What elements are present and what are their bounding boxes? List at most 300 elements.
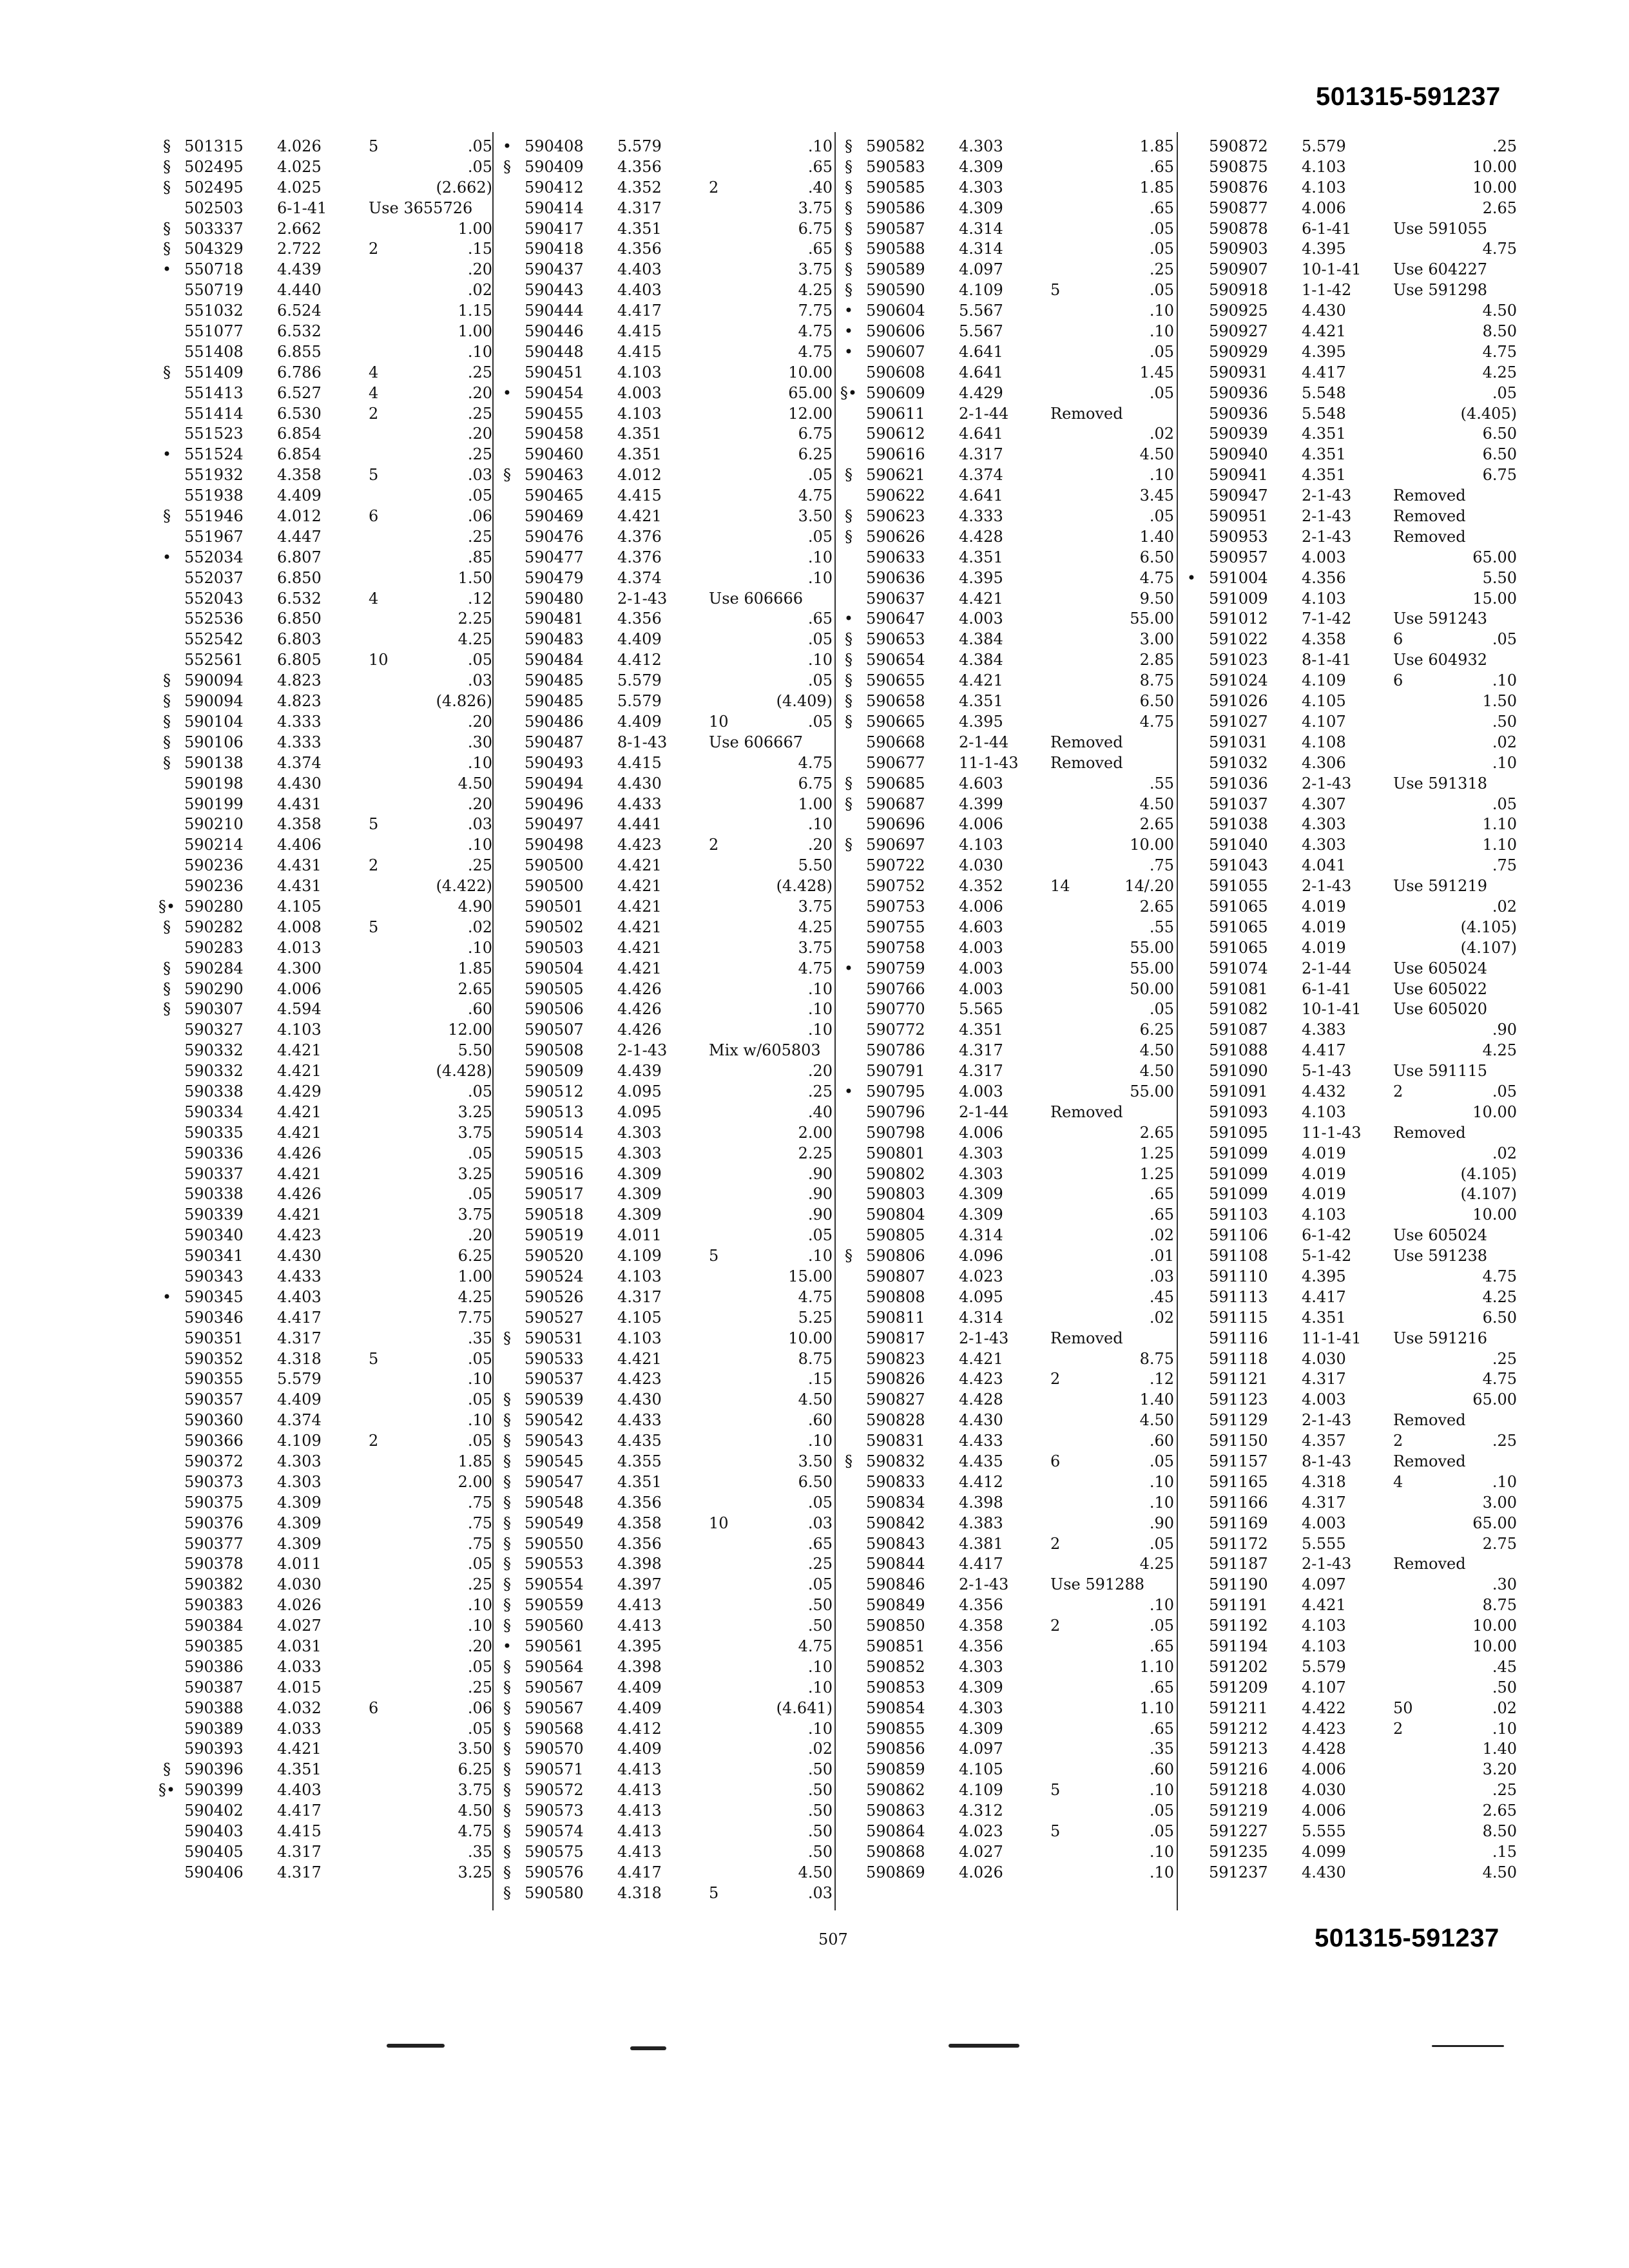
table-row	[157, 1061, 492, 1082]
table-row	[157, 1390, 492, 1410]
quantity-or-note: Removed	[1393, 1452, 1466, 1470]
part-number: 590560	[525, 1617, 584, 1635]
drawing-ref: 4.351	[617, 425, 662, 443]
part-number: 550718	[184, 260, 244, 279]
price: .65	[807, 610, 833, 628]
price: 1.85	[1139, 137, 1174, 155]
price: 6.50	[1482, 445, 1517, 464]
part-number: 590925	[1209, 302, 1268, 320]
table-row	[1182, 548, 1517, 568]
drawing-ref: 4.109	[1302, 671, 1346, 690]
part-number: 590611	[866, 404, 925, 423]
part-number: 590506	[525, 1000, 584, 1019]
price: .12	[467, 589, 492, 608]
row-marker: •	[843, 610, 854, 628]
quantity-or-note: Use 591298	[1393, 281, 1487, 300]
price: 3.75	[458, 1206, 492, 1224]
price: 4.25	[1482, 363, 1517, 381]
price: .20	[467, 794, 492, 813]
table-row	[157, 938, 492, 959]
table-row	[157, 1184, 492, 1205]
part-number: 590399	[184, 1781, 244, 1800]
price: .05	[807, 1226, 833, 1245]
table-row	[839, 1534, 1174, 1555]
price: .02	[1492, 897, 1517, 916]
drawing-ref: 4.303	[617, 1123, 662, 1142]
table-row	[839, 1678, 1174, 1698]
part-number: 551413	[184, 383, 244, 402]
table-row	[839, 1514, 1174, 1534]
table-row	[497, 1842, 833, 1863]
table-row	[1182, 1082, 1517, 1102]
part-number: 590378	[184, 1555, 244, 1573]
table-row	[157, 1102, 492, 1123]
table-row	[1182, 1657, 1517, 1678]
part-number: 591095	[1209, 1123, 1268, 1142]
price: (4.105)	[1460, 1164, 1517, 1183]
part-number: 590947	[1209, 486, 1268, 505]
price: .10	[807, 137, 833, 155]
price: .45	[1149, 1287, 1174, 1306]
price: .25	[467, 856, 492, 875]
price: (4.107)	[1460, 938, 1517, 957]
row-marker: §	[163, 157, 171, 176]
part-number: 590855	[866, 1719, 925, 1738]
price: 6.75	[798, 774, 833, 793]
part-number: 590833	[866, 1472, 925, 1491]
price: 4.50	[1139, 1411, 1174, 1430]
part-number: 551414	[184, 404, 244, 423]
drawing-ref: 4.423	[617, 1370, 662, 1389]
part-number: 590806	[866, 1247, 925, 1265]
price: .65	[1149, 1206, 1174, 1224]
quantity-or-note: 2	[709, 178, 719, 197]
part-number: 591037	[1209, 794, 1268, 813]
table-row	[157, 1657, 492, 1678]
part-number: 591169	[1209, 1514, 1268, 1532]
row-marker: §	[845, 219, 853, 238]
column-divider	[834, 132, 836, 1910]
drawing-ref: 4.300	[277, 959, 322, 977]
price: .05	[467, 1185, 492, 1204]
part-number: 590405	[184, 1842, 244, 1861]
row-marker: §	[845, 198, 853, 217]
price: .90	[1149, 1514, 1174, 1532]
drawing-ref: 4.105	[277, 897, 322, 916]
table-row	[839, 835, 1174, 856]
quantity-or-note: 5	[369, 466, 379, 485]
part-number: 590507	[525, 1021, 584, 1039]
drawing-ref: 4.317	[1302, 1370, 1346, 1389]
part-number: 590877	[1209, 198, 1268, 217]
price: 4.50	[458, 774, 492, 793]
part-number: 590574	[525, 1822, 584, 1841]
table-row	[497, 137, 833, 157]
table-row	[1182, 1431, 1517, 1452]
row-marker: •	[843, 302, 854, 320]
price: (4.409)	[776, 692, 833, 711]
row-marker: §	[503, 1760, 511, 1779]
part-number: 590808	[866, 1287, 925, 1306]
table-row	[157, 198, 492, 219]
part-number: 590554	[525, 1575, 584, 1594]
drawing-ref: 4.317	[959, 1041, 1003, 1060]
price: 1.85	[458, 1452, 492, 1470]
drawing-ref: 4.433	[277, 1267, 322, 1285]
price: 2.65	[1482, 1802, 1517, 1820]
price: .10	[1492, 1719, 1517, 1738]
drawing-ref: 4.099	[1302, 1842, 1346, 1861]
price: .65	[1149, 157, 1174, 176]
table-row	[497, 1534, 833, 1555]
table-row	[1182, 198, 1517, 219]
price: .05	[1149, 1802, 1174, 1820]
drawing-ref: 4.030	[277, 1575, 322, 1594]
price: 2.00	[798, 1123, 833, 1142]
part-number: 591211	[1209, 1698, 1268, 1717]
table-row	[157, 814, 492, 835]
table-row	[1182, 506, 1517, 527]
price: .05	[467, 1349, 492, 1368]
table-row	[839, 1082, 1174, 1102]
price: .25	[1492, 1781, 1517, 1800]
drawing-ref: 4.309	[959, 1719, 1003, 1738]
price: 1.00	[798, 794, 833, 813]
part-number: 590759	[866, 959, 925, 977]
table-row	[1182, 629, 1517, 650]
price: 2.00	[458, 1472, 492, 1491]
table-row	[839, 486, 1174, 506]
table-row	[497, 1678, 833, 1698]
price: .10	[1149, 1472, 1174, 1491]
table-row	[839, 671, 1174, 691]
price: 55.00	[1130, 959, 1174, 977]
table-row	[497, 219, 833, 240]
row-marker: §	[503, 1678, 511, 1696]
drawing-ref: 4.103	[1302, 1617, 1346, 1635]
drawing-ref: 4.358	[277, 466, 322, 485]
quantity-or-note: 2	[1393, 1082, 1403, 1100]
table-row	[497, 1246, 833, 1267]
price: .50	[807, 1802, 833, 1820]
price: 1.50	[1482, 692, 1517, 711]
price: 6.75	[798, 219, 833, 238]
quantity-or-note: 2	[709, 836, 719, 854]
drawing-ref: 2-1-43	[617, 589, 668, 608]
table-row	[1182, 794, 1517, 815]
table-row	[497, 280, 833, 301]
quantity-or-note: 5	[369, 1349, 379, 1368]
table-row	[157, 548, 492, 568]
drawing-ref: 4.426	[617, 979, 662, 998]
drawing-ref: 4.103	[617, 1267, 662, 1285]
part-number: 503337	[184, 219, 244, 238]
table-row	[839, 1616, 1174, 1637]
table-row	[157, 1637, 492, 1657]
price: 8.75	[798, 1349, 833, 1368]
part-number: 590696	[866, 815, 925, 834]
part-number: 590335	[184, 1123, 244, 1142]
table-row	[839, 999, 1174, 1020]
part-number: 590647	[866, 610, 925, 628]
table-row	[839, 1719, 1174, 1740]
drawing-ref: 4.421	[617, 918, 662, 936]
table-row	[497, 671, 833, 691]
table-row	[497, 1287, 833, 1308]
part-number: 591219	[1209, 1802, 1268, 1820]
table-row	[497, 1102, 833, 1123]
drawing-ref: 4.025	[277, 157, 322, 176]
price: 1.25	[1139, 1144, 1174, 1162]
row-marker: §•	[158, 897, 176, 916]
part-number: 590469	[525, 507, 584, 526]
drawing-ref: 4.103	[1302, 1637, 1346, 1656]
drawing-ref: 4.409	[617, 1740, 662, 1758]
price: 4.25	[458, 630, 492, 649]
table-row	[497, 999, 833, 1020]
part-number: 591082	[1209, 1000, 1268, 1019]
table-row	[1182, 568, 1517, 589]
row-marker: •	[162, 1287, 172, 1306]
part-number: 590612	[866, 425, 925, 443]
part-number: 590307	[184, 1000, 244, 1019]
page-number: 507	[818, 1930, 848, 1948]
price: 2.25	[798, 1144, 833, 1162]
price: .50	[807, 1842, 833, 1861]
row-marker: §	[845, 137, 853, 155]
price: .02	[1149, 1308, 1174, 1327]
part-number: 551967	[184, 527, 244, 546]
row-marker: §	[163, 178, 171, 197]
part-number: 590826	[866, 1370, 925, 1389]
drawing-ref: 4.012	[617, 466, 662, 485]
price: .10	[807, 1432, 833, 1450]
drawing-ref: 4.309	[959, 198, 1003, 217]
price: 2.85	[1139, 651, 1174, 669]
part-number: 502495	[184, 157, 244, 176]
part-number: 590373	[184, 1472, 244, 1491]
drawing-ref: 4.041	[1302, 856, 1346, 875]
drawing-ref: 4.431	[277, 794, 322, 813]
part-number: 590668	[866, 733, 925, 751]
part-number: 590481	[525, 610, 584, 628]
row-marker: •	[843, 1082, 854, 1100]
table-row	[1182, 1205, 1517, 1225]
row-marker: §	[845, 281, 853, 300]
price: .10	[807, 1657, 833, 1676]
price: 1.45	[1139, 363, 1174, 381]
price: .25	[1149, 260, 1174, 279]
part-number: 591194	[1209, 1637, 1268, 1656]
drawing-ref: 4.103	[1302, 1102, 1346, 1121]
drawing-ref: 4.356	[617, 1534, 662, 1553]
table-row	[839, 589, 1174, 610]
part-number: 591110	[1209, 1267, 1268, 1285]
part-number: 590568	[525, 1719, 584, 1738]
part-number: 591024	[1209, 671, 1268, 690]
price: .05	[1492, 1082, 1517, 1100]
part-number: 590843	[866, 1534, 925, 1553]
drawing-ref: 4.303	[959, 1144, 1003, 1162]
drawing-ref: 4.413	[617, 1760, 662, 1779]
row-marker: §	[163, 671, 171, 690]
part-number: 590918	[1209, 281, 1268, 300]
drawing-ref: 4.435	[617, 1432, 662, 1450]
price: 50.00	[1130, 979, 1174, 998]
table-row	[157, 691, 492, 712]
part-number: 590389	[184, 1719, 244, 1738]
price: 4.75	[798, 753, 833, 772]
quantity-or-note: 10	[709, 712, 729, 731]
drawing-ref: 11-1-43	[959, 753, 1019, 772]
drawing-ref: 4.095	[959, 1287, 1003, 1306]
part-number: 502503	[184, 198, 244, 217]
drawing-ref: 4.096	[959, 1247, 1003, 1265]
drawing-ref: 4.309	[959, 157, 1003, 176]
drawing-ref: 4.423	[277, 1226, 322, 1245]
part-number: 590494	[525, 774, 584, 793]
part-number: 590346	[184, 1308, 244, 1327]
drawing-ref: 6-1-41	[277, 198, 327, 217]
part-number: 591115	[1209, 1308, 1268, 1327]
price: .05	[1149, 1617, 1174, 1635]
price: .10	[467, 1370, 492, 1389]
quantity-or-note: Use 604932	[1393, 651, 1487, 669]
drawing-ref: 4.003	[959, 979, 1003, 998]
drawing-ref: 4.603	[959, 918, 1003, 936]
table-row	[1182, 712, 1517, 733]
drawing-ref: 4.421	[277, 1206, 322, 1224]
drawing-ref: 4.103	[1302, 157, 1346, 176]
price: .10	[807, 1021, 833, 1039]
drawing-ref: 4.358	[1302, 630, 1346, 649]
price: .10	[807, 548, 833, 566]
row-marker: §	[503, 1883, 511, 1902]
table-row	[157, 1595, 492, 1616]
price: 8.75	[1139, 671, 1174, 690]
price: 6.25	[798, 445, 833, 464]
row-marker: §	[503, 1534, 511, 1553]
table-row	[839, 1308, 1174, 1329]
drawing-ref: 11-1-43	[1302, 1123, 1362, 1142]
table-row	[839, 548, 1174, 568]
quantity-or-note: 2	[369, 1432, 379, 1450]
price: 12.00	[448, 1021, 492, 1039]
table-row	[157, 1144, 492, 1164]
table-row	[157, 137, 492, 157]
price: .90	[807, 1206, 833, 1224]
table-row	[839, 301, 1174, 322]
price: 1.00	[458, 1267, 492, 1285]
drawing-ref: 4.317	[277, 1329, 322, 1347]
drawing-ref: 4.351	[959, 1021, 1003, 1039]
table-row	[1182, 814, 1517, 835]
drawing-ref: 4.351	[959, 692, 1003, 711]
drawing-ref: 4.027	[277, 1617, 322, 1635]
drawing-ref: 4.303	[1302, 836, 1346, 854]
drawing-ref: 4.430	[617, 1390, 662, 1409]
drawing-ref: 4.421	[959, 589, 1003, 608]
price: 6.50	[1482, 425, 1517, 443]
part-number: 591108	[1209, 1247, 1268, 1265]
price: .50	[807, 1617, 833, 1635]
part-number: 590850	[866, 1617, 925, 1635]
part-number: 504329	[184, 240, 244, 258]
part-number: 590476	[525, 527, 584, 546]
row-marker: §	[845, 692, 853, 711]
drawing-ref: 4.395	[1302, 342, 1346, 361]
drawing-ref: 4.309	[277, 1534, 322, 1553]
page-range-header: 501315-591237	[1316, 82, 1501, 111]
row-marker: §	[503, 1329, 511, 1347]
part-number: 590332	[184, 1062, 244, 1081]
part-number: 590786	[866, 1041, 925, 1060]
part-number: 590480	[525, 589, 584, 608]
table-row	[497, 1041, 833, 1061]
table-row	[497, 568, 833, 589]
part-number: 590862	[866, 1781, 925, 1800]
part-number: 591032	[1209, 753, 1268, 772]
part-number: 590869	[866, 1863, 925, 1881]
drawing-ref: 4.019	[1302, 918, 1346, 936]
drawing-ref: 4.406	[277, 836, 322, 854]
price: .02	[467, 918, 492, 936]
drawing-ref: 4.421	[959, 671, 1003, 690]
part-number: 590345	[184, 1287, 244, 1306]
part-number: 552034	[184, 548, 244, 566]
table-row	[839, 1369, 1174, 1390]
price: 10.00	[1472, 1637, 1517, 1656]
table-row	[157, 1514, 492, 1534]
part-number: 590396	[184, 1760, 244, 1779]
price: 4.25	[1482, 1287, 1517, 1306]
price: .75	[467, 1514, 492, 1532]
table-row	[497, 1205, 833, 1225]
table-row	[839, 691, 1174, 712]
price: 5.50	[458, 1041, 492, 1060]
table-row	[157, 999, 492, 1020]
part-number: 590802	[866, 1164, 925, 1183]
table-row	[1182, 527, 1517, 548]
drawing-ref: 2-1-43	[959, 1329, 1009, 1347]
drawing-ref: 4.422	[1302, 1698, 1346, 1717]
price: .50	[1492, 712, 1517, 731]
part-number: 590338	[184, 1082, 244, 1100]
row-marker: §	[503, 1802, 511, 1820]
price: .20	[467, 383, 492, 402]
part-number: 590803	[866, 1185, 925, 1204]
table-row	[1182, 1020, 1517, 1041]
table-row	[839, 1390, 1174, 1410]
part-number: 590386	[184, 1657, 244, 1676]
row-marker: §	[503, 157, 511, 176]
part-number: 590828	[866, 1411, 925, 1430]
price: 10.00	[788, 363, 833, 381]
price: 55.00	[1130, 610, 1174, 628]
price: 4.75	[1139, 712, 1174, 731]
price: .75	[1492, 856, 1517, 875]
table-row	[839, 1595, 1174, 1616]
drawing-ref: 4.358	[277, 815, 322, 834]
price: 1.25	[1139, 1164, 1174, 1183]
drawing-ref: 4.006	[959, 815, 1003, 834]
drawing-ref: 4.356	[617, 240, 662, 258]
part-number: 590580	[525, 1883, 584, 1902]
column-divider	[492, 132, 494, 1910]
table-row	[497, 178, 833, 198]
price: 8.75	[1482, 1596, 1517, 1615]
table-row	[839, 383, 1174, 404]
